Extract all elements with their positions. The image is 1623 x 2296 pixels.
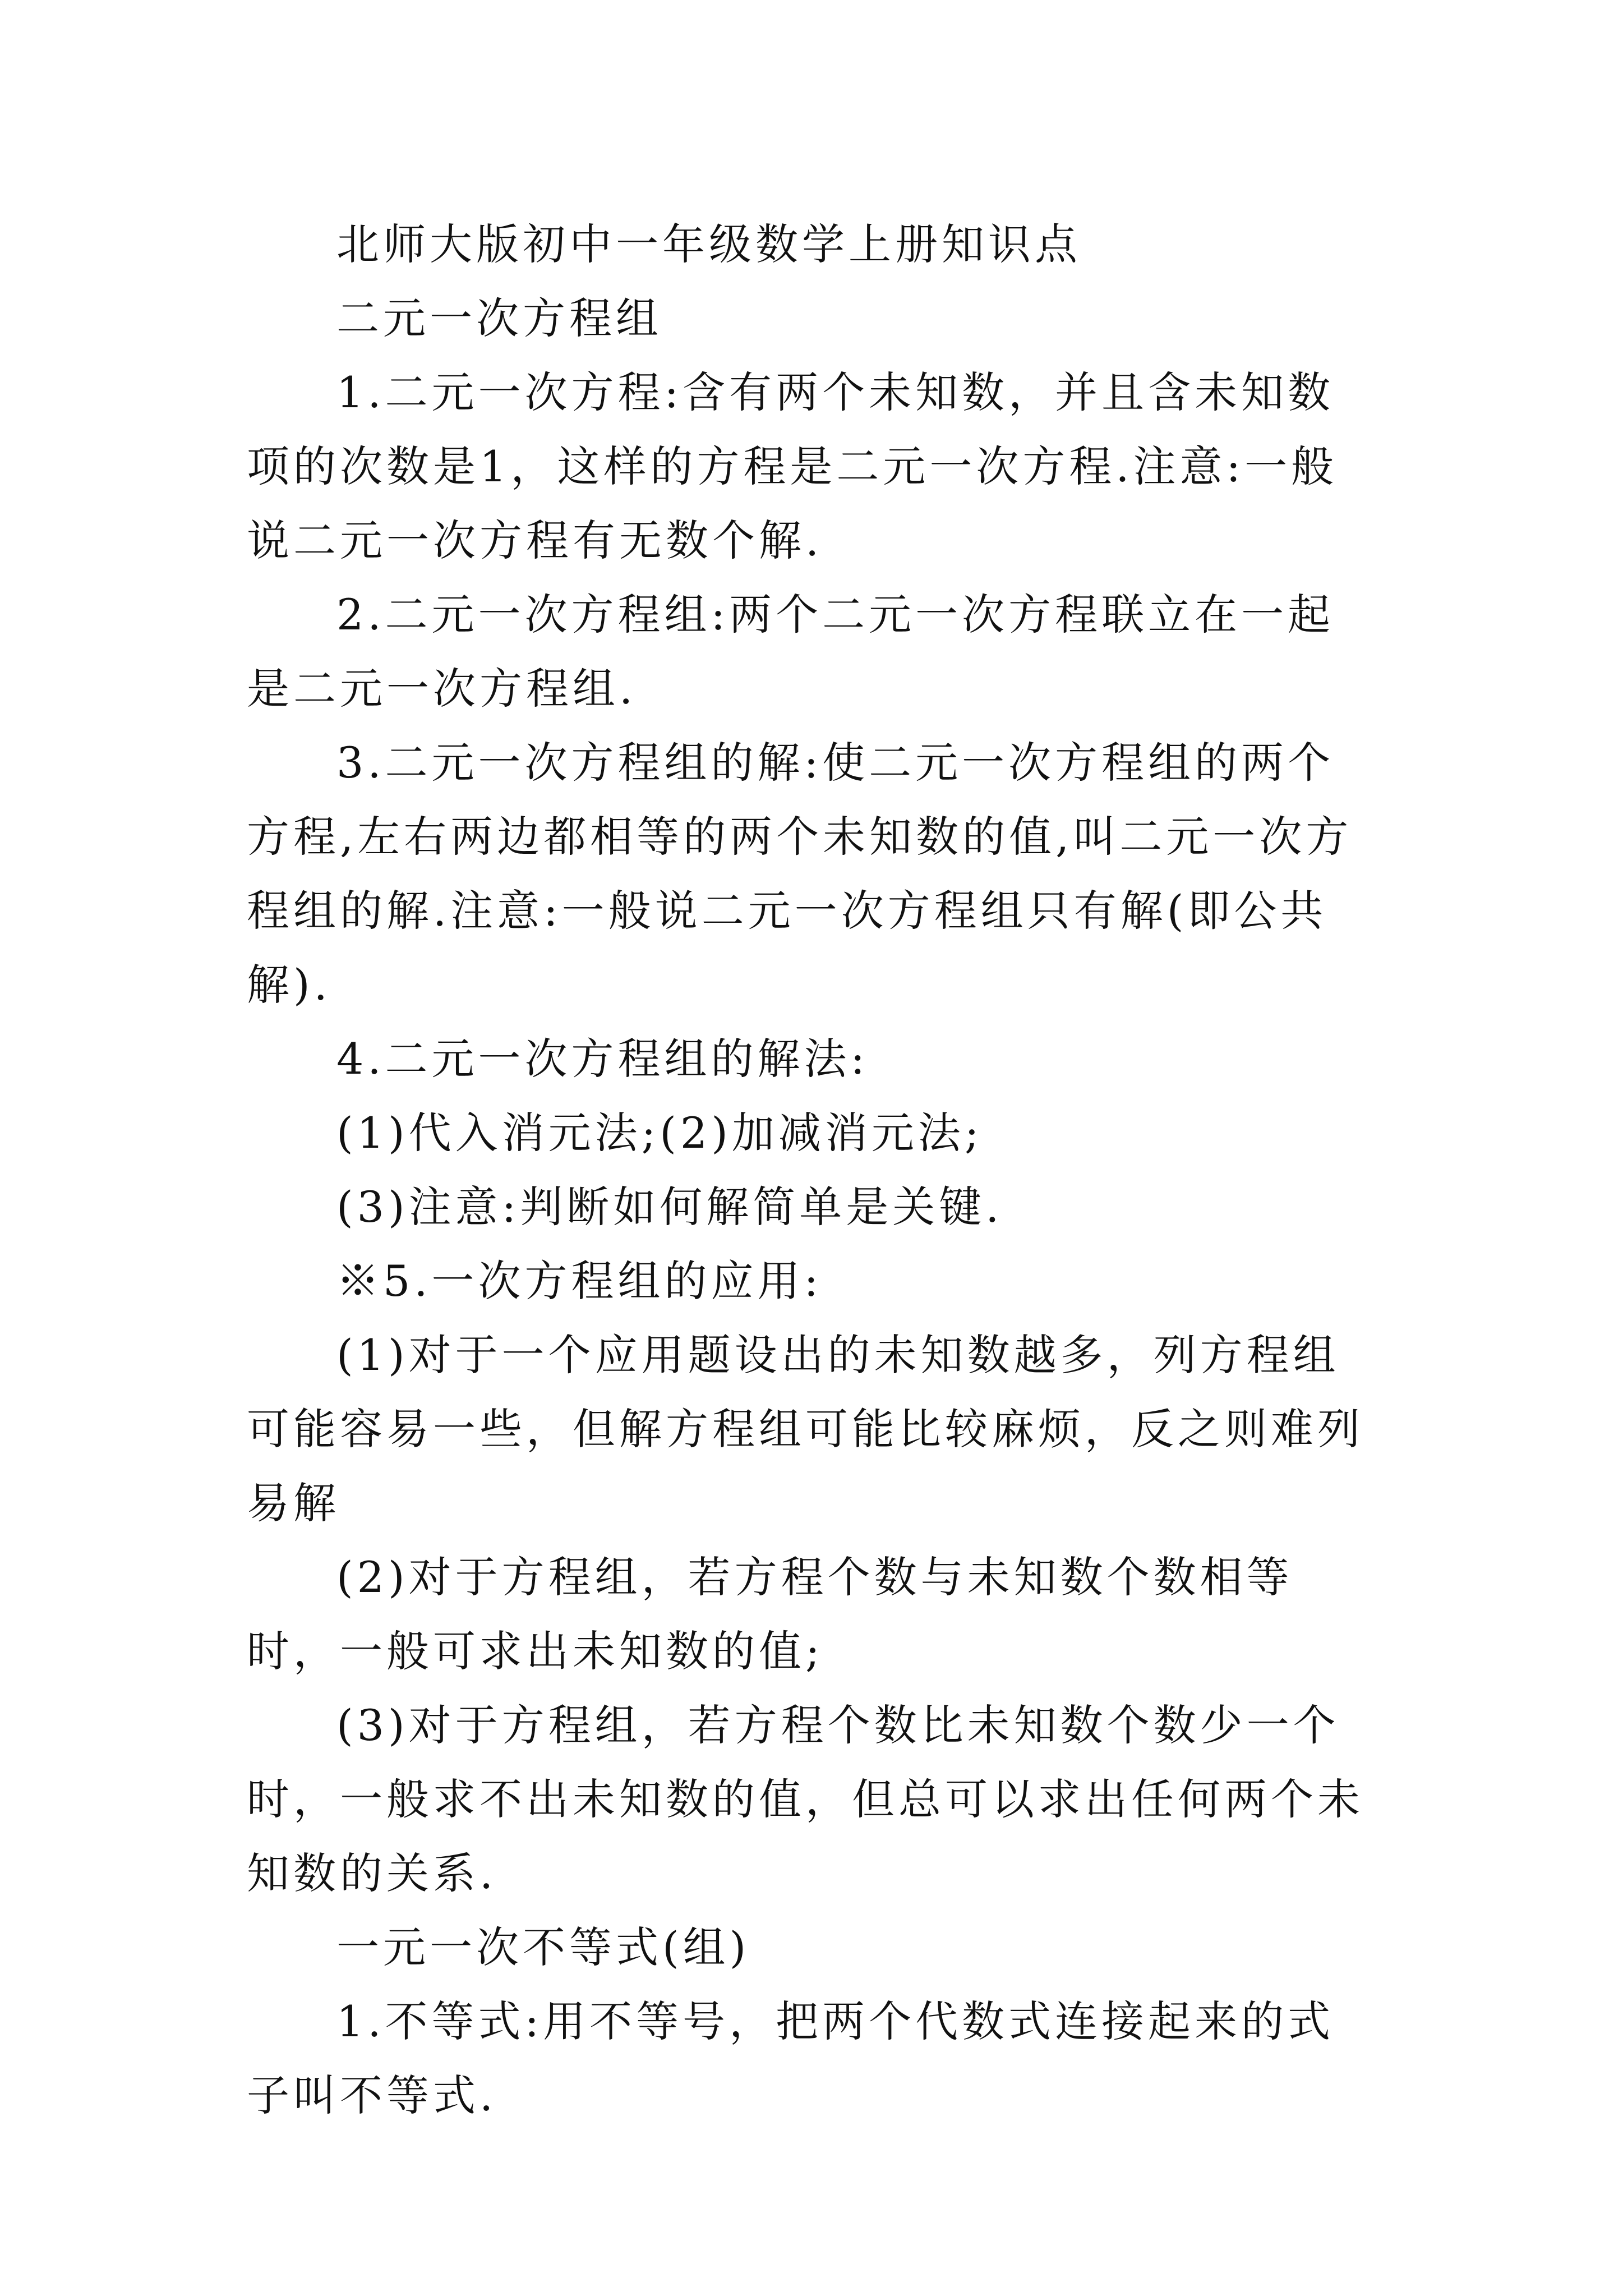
paragraph: 3.二元一次方程组的解:使二元一次方程组的两个方程,左右两边都相等的两个未知数的值,叫二元一次方程组的解.注意:一般说二元一次方程组只有解(即公共解).	[247, 738, 1353, 1010]
paragraph: 2.二元一次方程组:两个二元一次方程联立在一起是二元一次方程组.	[247, 590, 1335, 714]
paragraph: (2)对于方程组，若方程个数与未知数个数相等时，一般可求出未知数的值;	[247, 1552, 1293, 1676]
paragraph: (3)注意:判断如何解简单是关键.	[336, 1182, 1003, 1232]
section-heading: 一元一次不等式(组)	[336, 1922, 750, 1972]
paragraph: 1.二元一次方程:含有两个未知数，并且含未知数项的次数是1，这样的方程是二元一次方程.注意:一般说二元一次方程有无数个解.	[247, 367, 1338, 565]
paragraph: 4.二元一次方程组的解法:	[336, 1034, 869, 1084]
section-heading: 二元一次方程组	[336, 293, 662, 343]
paragraph: ※5.一次方程组的应用:	[336, 1256, 823, 1306]
document-body	[247, 208, 1380, 2133]
paragraph: 1.不等式:用不等号，把两个代数式连接起来的式子叫不等式.	[247, 1996, 1335, 2120]
paragraph: (1)对于一个应用题设出的未知数越多，列方程组可能容易一些，但解方程组可能比较麻烦，反之则难列易解	[247, 1330, 1364, 1528]
document-title: 北师大版初中一年级数学上册知识点	[336, 219, 1081, 269]
paragraph: (3)对于方程组，若方程个数比未知数个数少一个时，一般求不出未知数的值，但总可以求出任何两个未知数的关系.	[247, 1700, 1364, 1898]
paragraph: (1)代入消元法;(2)加减消元法;	[336, 1108, 983, 1158]
